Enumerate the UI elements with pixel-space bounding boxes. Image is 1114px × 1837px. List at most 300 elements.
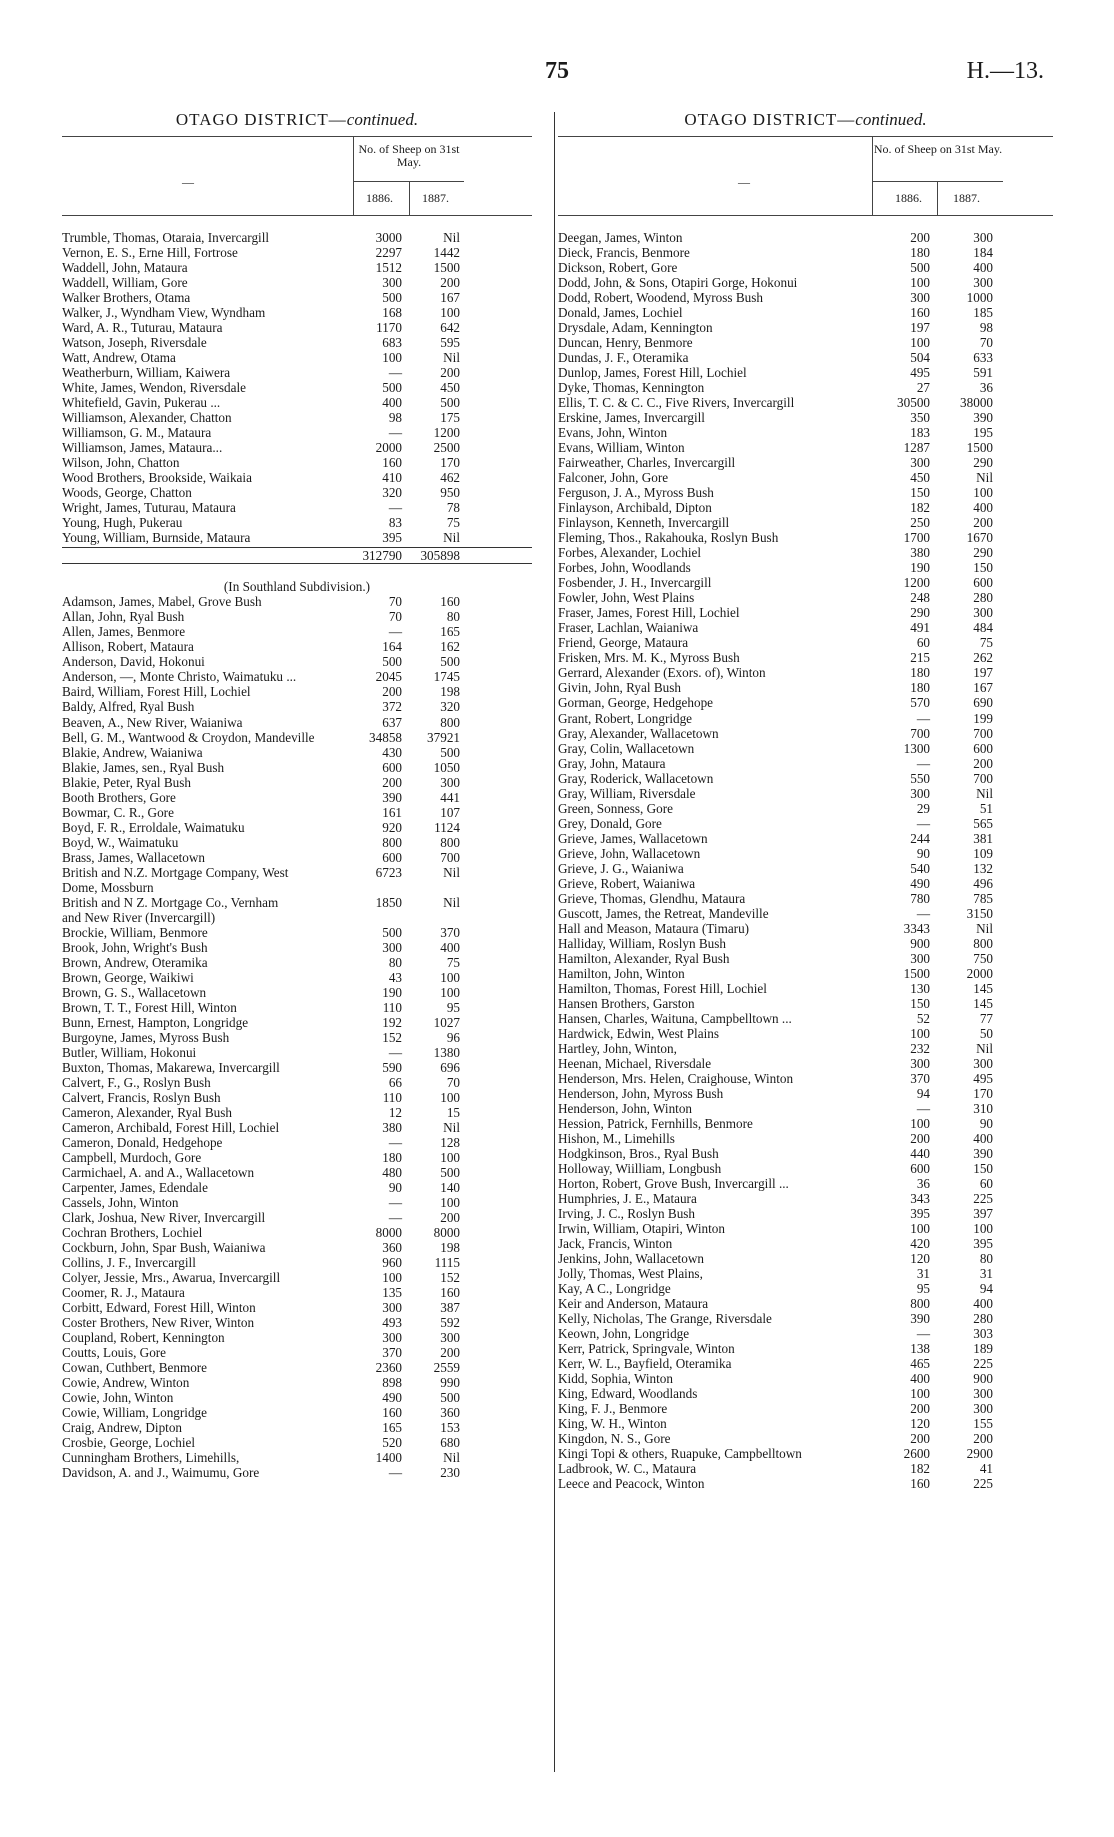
entry-name: Duncan, Henry, Benmore	[558, 335, 693, 351]
table-row	[558, 245, 1053, 260]
sheep-1886: 34858	[369, 729, 402, 745]
entry-name: Dickson, Robert, Gore	[558, 260, 678, 276]
table-row	[62, 865, 532, 880]
sheep-1886: 30500	[897, 395, 930, 411]
table-row	[62, 1315, 532, 1330]
sheep-1886: 570	[910, 695, 930, 711]
table-row	[558, 786, 1053, 801]
table-row	[558, 350, 1053, 365]
entry-name: Kidd, Sophia, Winton	[558, 1371, 673, 1387]
sheep-1886: 8000	[375, 1225, 402, 1241]
sheep-1886: 200	[910, 1401, 930, 1417]
sheep-1886: 300	[382, 1330, 402, 1346]
sheep-1886: 250	[910, 515, 930, 531]
sheep-1887: 785	[973, 890, 993, 906]
sheep-1887: Nil	[443, 894, 460, 910]
sheep-1886: 248	[910, 590, 930, 606]
sheep-1886: 350	[910, 410, 930, 426]
table-row	[62, 1030, 532, 1045]
sheep-1886: 290	[910, 605, 930, 621]
sheep-1886: 500	[382, 380, 402, 396]
sheep-1886: 160	[382, 1405, 402, 1421]
table-row	[558, 485, 1053, 500]
sheep-1886: 160	[382, 455, 402, 471]
entry-name: Allen, James, Benmore	[62, 624, 186, 640]
entry-name: Kerr, Patrick, Springvale, Winton	[558, 1341, 735, 1357]
table-row	[558, 1371, 1053, 1386]
sheep-1887: 565	[973, 815, 993, 831]
entry-name: Jenkins, John, Wallacetown	[558, 1251, 704, 1267]
table-row	[62, 1270, 532, 1285]
sheep-1886: 700	[910, 725, 930, 741]
sheep-1886: 232	[910, 1040, 930, 1056]
sheep-1887: 170	[973, 1085, 993, 1101]
entry-name: Calvert, F., G., Roslyn Bush	[62, 1074, 211, 1090]
sheep-1886: 600	[382, 759, 402, 775]
sheep-1886: 100	[910, 1386, 930, 1402]
sheep-1887: 100	[440, 1149, 460, 1165]
entry-name: Fowler, John, West Plains	[558, 590, 695, 606]
sheep-1887: 500	[440, 1164, 460, 1180]
entry-name: Beaven, A., New River, Waianiwa	[62, 714, 243, 730]
sheep-1886: 168	[382, 305, 402, 321]
sheep-1886: —	[388, 1134, 402, 1150]
sheep-1886: 898	[382, 1375, 402, 1391]
entry-name: Colyer, Jessie, Mrs., Awarua, Invercargill	[62, 1270, 281, 1286]
sheep-1887: 150	[973, 560, 993, 576]
table-row	[62, 1000, 532, 1015]
sheep-1886: 100	[382, 1270, 402, 1286]
table-row	[558, 1026, 1053, 1041]
sheep-1887: 1124	[434, 819, 460, 835]
entry-name: Hishon, M., Limehills	[558, 1130, 675, 1146]
sheep-1886: 637	[382, 714, 402, 730]
table-row	[62, 470, 532, 485]
table-row	[62, 1405, 532, 1420]
table-row	[558, 1251, 1053, 1266]
table-row	[62, 609, 532, 624]
sheep-1886: 98	[388, 410, 402, 426]
table-row	[558, 741, 1053, 756]
table-row	[558, 230, 1053, 245]
sheep-1887: 1380	[433, 1044, 460, 1060]
entry-name: Cowan, Cuthbert, Benmore	[62, 1360, 208, 1376]
entry-name: Cockburn, John, Spar Bush, Waianiwa	[62, 1240, 266, 1256]
sheep-1887: 395	[973, 1236, 993, 1252]
sheep-1886: 1200	[903, 575, 930, 591]
table-row	[558, 846, 1053, 861]
entry-name: Boyd, F. R., Erroldale, Waimatuku	[62, 819, 245, 835]
sheep-1887: 60	[979, 1175, 993, 1191]
sheep-1886: 110	[382, 999, 402, 1015]
sheep-1887: 400	[973, 260, 993, 276]
sheep-1886: 1170	[376, 320, 402, 336]
entry-name: Forbes, Alexander, Lochiel	[558, 545, 702, 561]
entry-name: Grieve, Thomas, Glendhu, Mataura	[558, 890, 746, 906]
entry-name: Blakie, James, sen., Ryal Bush	[62, 759, 225, 775]
table-row	[558, 981, 1053, 996]
entry-name: Falconer, John, Gore	[558, 470, 669, 486]
entry-name: Halliday, William, Roslyn Bush	[558, 935, 726, 951]
table-row	[62, 639, 532, 654]
entry-name: Blakie, Andrew, Waianiwa	[62, 744, 203, 760]
entry-name: British and N Z. Mortgage Co., Vernham	[62, 894, 279, 910]
sheep-1887: 153	[440, 1420, 460, 1436]
entry-name: Dome, Mossburn	[62, 879, 154, 895]
table-row	[62, 1045, 532, 1060]
table-row	[558, 320, 1053, 335]
table-row	[558, 260, 1053, 275]
sheep-1887: 195	[973, 425, 993, 441]
sheep-1886: 395	[382, 530, 402, 546]
sheep-1886: 200	[382, 774, 402, 790]
entry-name: Kay, A C., Longridge	[558, 1281, 671, 1297]
table-row	[558, 1101, 1053, 1116]
sheep-1887: 500	[440, 395, 460, 411]
sheep-1887: 700	[973, 770, 993, 786]
sheep-1887: 167	[973, 680, 993, 696]
sheep-1886: 520	[382, 1435, 402, 1451]
sheep-1886: 370	[910, 1070, 930, 1086]
sheep-1887: 450	[440, 380, 460, 396]
table-row	[558, 936, 1053, 951]
left-group-caption: No. of Sheep on 31st May.	[358, 142, 460, 169]
sheep-1887: Nil	[976, 920, 993, 936]
table-row	[558, 1266, 1053, 1281]
table-row	[558, 1221, 1053, 1236]
sheep-1886: 90	[916, 845, 930, 861]
entry-name: Erskine, James, Invercargill	[558, 410, 705, 426]
sheep-1887: 390	[973, 410, 993, 426]
entry-name: Hansen Brothers, Garston	[558, 995, 695, 1011]
sheep-1886: 390	[382, 789, 402, 805]
sheep-1887: 484	[973, 620, 993, 636]
sheep-1887: 145	[973, 980, 993, 996]
sheep-1887: 78	[446, 500, 460, 516]
table-row	[558, 1281, 1053, 1296]
table-row	[62, 1195, 532, 1210]
entry-name: Irving, J. C., Roslyn Bush	[558, 1206, 696, 1222]
table-row	[62, 699, 532, 714]
table-row	[558, 1206, 1053, 1221]
sheep-1887: 36	[979, 380, 993, 396]
sheep-1887: 185	[973, 305, 993, 321]
entry-name: Watson, Joseph, Riversdale	[62, 335, 207, 351]
sheep-1886: 94	[916, 1085, 930, 1101]
sheep-1887: 800	[973, 935, 993, 951]
entry-name: Grieve, James, Wallacetown	[558, 830, 708, 846]
sheep-1886: 780	[910, 890, 930, 906]
sheep-1887: 50	[979, 1025, 993, 1041]
entry-name: Vernon, E. S., Erne Hill, Fortrose	[62, 245, 238, 261]
entry-name: Burgoyne, James, Myross Bush	[62, 1029, 230, 1045]
table-row	[558, 620, 1053, 635]
right-entries	[558, 216, 1053, 1491]
table-row	[558, 455, 1053, 470]
entry-name: Boyd, W., Waimatuku	[62, 834, 179, 850]
table-row	[558, 771, 1053, 786]
entry-name: Forbes, John, Woodlands	[558, 560, 691, 576]
sheep-1886: 500	[382, 654, 402, 670]
sheep-1887: 262	[973, 650, 993, 666]
table-row	[558, 1236, 1053, 1251]
sheep-1886: 120	[910, 1416, 930, 1432]
sheep-1887: 680	[440, 1435, 460, 1451]
entry-name: Hall and Meason, Mataura (Timaru)	[558, 920, 750, 936]
sheep-1887: 94	[979, 1281, 993, 1297]
sheep-1887: 162	[440, 639, 460, 655]
sheep-1887: 160	[440, 594, 460, 610]
sheep-1887: 200	[440, 1210, 460, 1226]
sheep-1886: 1500	[903, 965, 930, 981]
sheep-1886: 190	[382, 984, 402, 1000]
sheep-1887: 31	[979, 1266, 993, 1282]
sheep-1886: 138	[910, 1341, 930, 1357]
entry-name: Calvert, Francis, Roslyn Bush	[62, 1089, 221, 1105]
entry-name: Allison, Robert, Mataura	[62, 639, 194, 655]
sheep-1887: 175	[440, 410, 460, 426]
sheep-1887: 155	[973, 1416, 993, 1432]
table-row	[62, 547, 532, 564]
sheep-1887: 495	[973, 1070, 993, 1086]
right-header-dash: —	[738, 175, 750, 189]
entry-name: Frisken, Mrs. M. K., Myross Bush	[558, 650, 740, 666]
sheep-1887: 633	[973, 350, 993, 366]
sheep-1887: 198	[440, 684, 460, 700]
sheep-1886: 152	[382, 1029, 402, 1045]
sheep-1886: 683	[382, 335, 402, 351]
sheep-1886: 1700	[903, 530, 930, 546]
table-row	[62, 955, 532, 970]
sheep-1887: 500	[440, 1390, 460, 1406]
entry-name: Evans, John, Winton	[558, 425, 668, 441]
table-row	[558, 1011, 1053, 1026]
sheep-1886: 200	[910, 230, 930, 245]
table-row	[558, 1086, 1053, 1101]
table-row	[558, 470, 1053, 485]
sheep-1887: 199	[973, 710, 993, 726]
table-row	[62, 380, 532, 395]
sheep-1887: 700	[973, 725, 993, 741]
entry-name: Walker Brothers, Otama	[62, 290, 191, 306]
table-row	[62, 245, 532, 260]
table-row	[558, 440, 1053, 455]
table-row	[558, 335, 1053, 350]
table-row	[558, 530, 1053, 545]
entry-name: Wilson, John, Chatton	[62, 455, 180, 471]
entry-name: Clark, Joshua, New River, Invercargill	[62, 1210, 266, 1226]
sheep-1887: 310	[973, 1100, 993, 1116]
entry-name: Hamilton, John, Winton	[558, 965, 685, 981]
sheep-1886: 390	[910, 1311, 930, 1327]
sheep-1887: 70	[446, 1074, 460, 1090]
table-row	[62, 260, 532, 275]
entry-name: Williamson, Alexander, Chatton	[62, 410, 232, 426]
sheep-1887: 400	[973, 500, 993, 516]
sheep-1886: —	[916, 755, 930, 771]
left-table-header	[62, 136, 532, 216]
sheep-1886: —	[388, 365, 402, 381]
sheep-1887: 167	[440, 290, 460, 306]
sheep-1887: 75	[446, 515, 460, 531]
sheep-1887: 200	[440, 365, 460, 381]
entry-name: Dundas, J. F., Oteramika	[558, 350, 689, 366]
entry-name: Evans, William, Winton	[558, 440, 685, 456]
entry-name: Humphries, J. E., Mataura	[558, 1191, 697, 1206]
sheep-1887: 300	[440, 1330, 460, 1346]
entry-name: Watt, Andrew, Otama	[62, 350, 176, 366]
sheep-1887: 305898	[420, 548, 460, 564]
sheep-1887: 1050	[433, 759, 460, 775]
table-row	[62, 940, 532, 955]
sheep-1886: 90	[388, 1179, 402, 1195]
entry-name: Brockie, William, Benmore	[62, 924, 208, 940]
sheep-1886: 300	[910, 455, 930, 471]
sheep-1886: 370	[382, 1345, 402, 1361]
entry-name: Butler, William, Hokonui	[62, 1044, 197, 1060]
entry-name: Ferguson, J. A., Myross Bush	[558, 485, 714, 501]
sheep-1887: 225	[973, 1191, 993, 1206]
sheep-1887: 400	[440, 939, 460, 955]
sheep-1887: 300	[973, 230, 993, 245]
sheep-1887: 1027	[433, 1014, 460, 1030]
sheep-1886: 244	[910, 830, 930, 846]
table-row	[62, 440, 532, 455]
entry-name: Gray, Alexander, Wallacetown	[558, 725, 719, 741]
entry-name: Brass, James, Wallacetown	[62, 849, 205, 865]
sheep-1887: 595	[440, 335, 460, 351]
sheep-1887: 2559	[433, 1360, 460, 1376]
sheep-1886: 800	[382, 834, 402, 850]
sheep-1887: 320	[440, 699, 460, 715]
sheep-1887: 750	[973, 950, 993, 966]
table-row	[62, 275, 532, 290]
table-row	[62, 1090, 532, 1105]
sheep-1886: 400	[382, 395, 402, 411]
sheep-1887: Nil	[443, 230, 460, 245]
sheep-1886: 2360	[375, 1360, 402, 1376]
sheep-1887: 1115	[434, 1255, 460, 1271]
sheep-1886: 300	[382, 275, 402, 291]
sheep-1887: 189	[973, 1341, 993, 1357]
table-row	[62, 1345, 532, 1360]
right-district-title: OTAGO DISTRICT—continued.	[684, 110, 927, 129]
entry-name: Henderson, John, Myross Bush	[558, 1085, 724, 1101]
sheep-1886: 100	[910, 275, 930, 291]
sheep-1887: 197	[973, 665, 993, 681]
sheep-1887: 303	[973, 1326, 993, 1342]
sheep-1886: 182	[910, 1461, 930, 1477]
entry-name: Jolly, Thomas, West Plains,	[558, 1266, 703, 1282]
sheep-1887: 107	[440, 804, 460, 820]
table-row	[62, 1360, 532, 1375]
sheep-1886: 180	[910, 245, 930, 261]
entry-name: Young, William, Burnside, Mataura	[62, 530, 251, 546]
sheep-1886: 190	[910, 560, 930, 576]
sheep-1886: 110	[382, 1089, 402, 1105]
sheep-1886: 493	[382, 1315, 402, 1331]
sheep-1886: —	[388, 425, 402, 441]
entry-name: Carmichael, A. and A., Wallacetown	[62, 1164, 255, 1180]
entry-name: Kelly, Nicholas, The Grange, Riversdale	[558, 1311, 772, 1327]
sheep-1887: 300	[973, 1401, 993, 1417]
table-row	[558, 861, 1053, 876]
table-row	[62, 805, 532, 820]
table-row	[558, 365, 1053, 380]
table-row	[558, 680, 1053, 695]
sheep-1887: 390	[973, 1145, 993, 1161]
table-row	[558, 395, 1053, 410]
entry-name: Walker, J., Wyndham View, Wyndham	[62, 305, 266, 321]
sheep-1887: 70	[979, 335, 993, 351]
entry-name: Grieve, John, Wallacetown	[558, 845, 701, 861]
entry-name: Weatherburn, William, Kaiwera	[62, 365, 231, 381]
sheep-1886: 2600	[903, 1446, 930, 1462]
sheep-1887: 198	[440, 1240, 460, 1256]
entry-name: Hession, Patrick, Fernhills, Benmore	[558, 1115, 753, 1131]
sheep-1887: 200	[440, 1345, 460, 1361]
sheep-1886: 900	[910, 935, 930, 951]
entry-name: Irwin, William, Otapiri, Winton	[558, 1221, 725, 1237]
entry-name: British and N.Z. Mortgage Company, West	[62, 864, 289, 880]
table-row	[558, 906, 1053, 921]
sheep-1886: 495	[910, 365, 930, 381]
sheep-1887: 1000	[966, 290, 993, 306]
entry-name: Finlayson, Kenneth, Invercargill	[558, 515, 730, 531]
sheep-1886: 83	[388, 515, 402, 531]
sheep-1887: 400	[973, 1296, 993, 1312]
sheep-1887: 500	[440, 654, 460, 670]
sheep-1886: 12	[388, 1104, 402, 1120]
sheep-1887: 8000	[433, 1225, 460, 1241]
sheep-1886: 1287	[903, 440, 930, 456]
sheep-1887: 38000	[960, 395, 993, 411]
entry-name: King, W. H., Winton	[558, 1416, 667, 1432]
sheep-1886: 920	[382, 819, 402, 835]
subdivision-heading: (In Southland Subdivision.)	[223, 579, 371, 595]
entry-name: Bell, G. M., Wantwood & Croydon, Mandeville	[62, 729, 315, 745]
sheep-1886: 161	[382, 804, 402, 820]
sheep-1887: 184	[973, 245, 993, 261]
table-row	[62, 1465, 532, 1480]
sheep-1886: —	[388, 500, 402, 516]
sheep-1886: —	[916, 815, 930, 831]
entry-name: Cameron, Archibald, Forest Hill, Lochiel	[62, 1119, 280, 1135]
table-row	[62, 925, 532, 940]
table-row	[558, 756, 1053, 771]
table-row	[62, 530, 532, 545]
sheep-1887: 100	[440, 1089, 460, 1105]
entry-name: Cameron, Donald, Hedgehope	[62, 1134, 223, 1150]
sheep-1887: 300	[973, 1055, 993, 1071]
sheep-1887: 109	[973, 845, 993, 861]
sheep-1887: 75	[446, 954, 460, 970]
table-row	[558, 1356, 1053, 1371]
sheep-1887: Nil	[976, 470, 993, 486]
sheep-1886: 500	[910, 260, 930, 276]
table-row	[62, 1015, 532, 1030]
sheep-1886: 420	[910, 1236, 930, 1252]
table-row	[558, 290, 1053, 305]
sheep-1886: 600	[382, 849, 402, 865]
right-year-1886: 1886.	[895, 191, 922, 205]
sheep-1887: 990	[440, 1375, 460, 1391]
sheep-1887: 51	[979, 800, 993, 816]
sheep-1886: 182	[910, 500, 930, 516]
left-year-1886: 1886.	[366, 191, 393, 205]
entry-name: Fraser, Lachlan, Waianiwa	[558, 620, 699, 636]
entry-name: Gray, John, Mataura	[558, 755, 666, 771]
